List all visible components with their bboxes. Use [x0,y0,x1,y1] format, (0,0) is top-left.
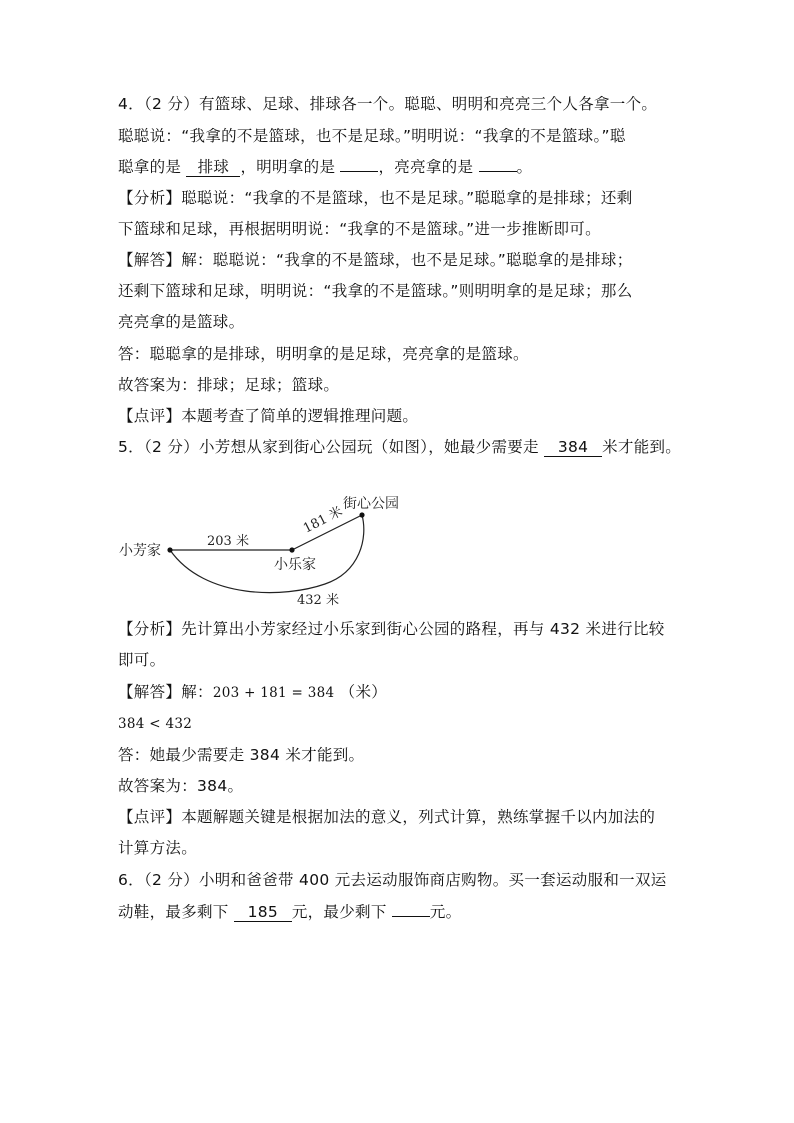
q6-text-b: 元，最少剩下 [291,903,392,921]
q4-text-c: ，亮亮拿的是 [378,158,479,176]
label-seg1: 203 米 [207,534,249,549]
q4-stem-line1: 4．（2 分）有篮球、足球、排球各一个。聪聪、明明和亮亮三个人各拿一个。 [118,95,658,113]
point-home [167,547,172,552]
q4-blank-congcong: 排球 [186,158,240,177]
q4-solution-line3: 亮亮拿的是篮球。 [118,313,245,331]
q4-stem-line2: 聪聪说：“我拿的不是篮球，也不是足球。”明明说：“我拿的不是篮球。”聪 [118,127,626,145]
q4-blank-liangliang [479,171,517,172]
arc-home-to-park [170,515,364,593]
q4-comment: 【点评】本题考查了简单的逻辑推理问题。 [118,407,419,425]
q4-text-d: 。 [516,158,533,176]
q5-blank-distance: 384 [544,438,602,457]
q6-blank-most: 185 [234,903,292,922]
label-park: 街心公园 [343,496,399,512]
q6-stem-line2 [118,902,461,922]
label-home: 小芳家 [119,543,161,559]
q5-comment-line2: 计算方法。 [118,839,198,857]
q4-text-a: 聪拿的是 [118,158,187,176]
q5-comment-line1: 【点评】本题解题关键是根据加法的意义，列式计算，熟练掌握千以内加法的 [118,808,656,826]
q5-solution-label: 【解答】解： [118,683,213,701]
q5-stem-line1 [118,437,681,457]
q5-text-a: 5．（2 分）小芳想从家到街心公园玩（如图），她最少需要走 [118,438,545,456]
q5-route-figure [110,488,430,616]
q5-answer: 答：她最少需要走 384 米才能到。 [118,746,365,764]
q6-text-a: 动鞋，最多剩下 [118,903,234,921]
q6-stem-line1: 6．（2 分）小明和爸爸带 400 元去运动服饰商店购物。买一套运动服和一双运 [118,871,667,889]
point-park [359,512,364,517]
q4-analysis-line2: 下篮球和足球，再根据明明说：“我拿的不是篮球。”进一步推断即可。 [118,220,601,238]
q4-solution-line2: 还剩下篮球和足球，明明说：“我拿的不是篮球。”则明明拿的是足球；那么 [118,282,633,300]
q4-final-answer: 故答案为：排球；足球；篮球。 [118,376,340,394]
q5-solution-unit: （米） [339,683,388,701]
q6-text-c: 元。 [429,903,462,921]
q4-answer: 答：聪聪拿的是排球，明明拿的是足球，亮亮拿的是篮球。 [118,345,529,363]
point-friend [289,547,294,552]
q4-stem-line3 [118,157,532,177]
label-arc: 432 米 [297,593,339,608]
label-friend: 小乐家 [274,557,316,573]
q5-final-answer: 故答案为：384。 [118,777,244,795]
q5-analysis-line2: 即可。 [118,651,166,669]
label-seg2: 181 米 [301,504,346,537]
q6-blank-least [392,916,430,917]
q4-solution-line1: 【解答】解：聪聪说：“我拿的不是篮球，也不是足球。”聪聪拿的是排球； [118,251,633,269]
q5-compare: 384 < 432 [118,716,193,732]
q5-text-b: 米才能到。 [602,438,682,456]
q4-blank-mingming [340,171,378,172]
q4-text-b: ，明明拿的是 [240,158,341,176]
q5-solution-equation: 203 + 181 = 384 [212,685,335,701]
q5-analysis-line1: 【分析】先计算出小芳家经过小乐家到街心公园的路程，再与 432 米进行比较 [118,620,665,638]
q4-analysis-line1: 【分析】聪聪说：“我拿的不是篮球，也不是足球。”聪聪拿的是排球；还剩 [118,189,633,207]
q5-solution [118,682,387,703]
